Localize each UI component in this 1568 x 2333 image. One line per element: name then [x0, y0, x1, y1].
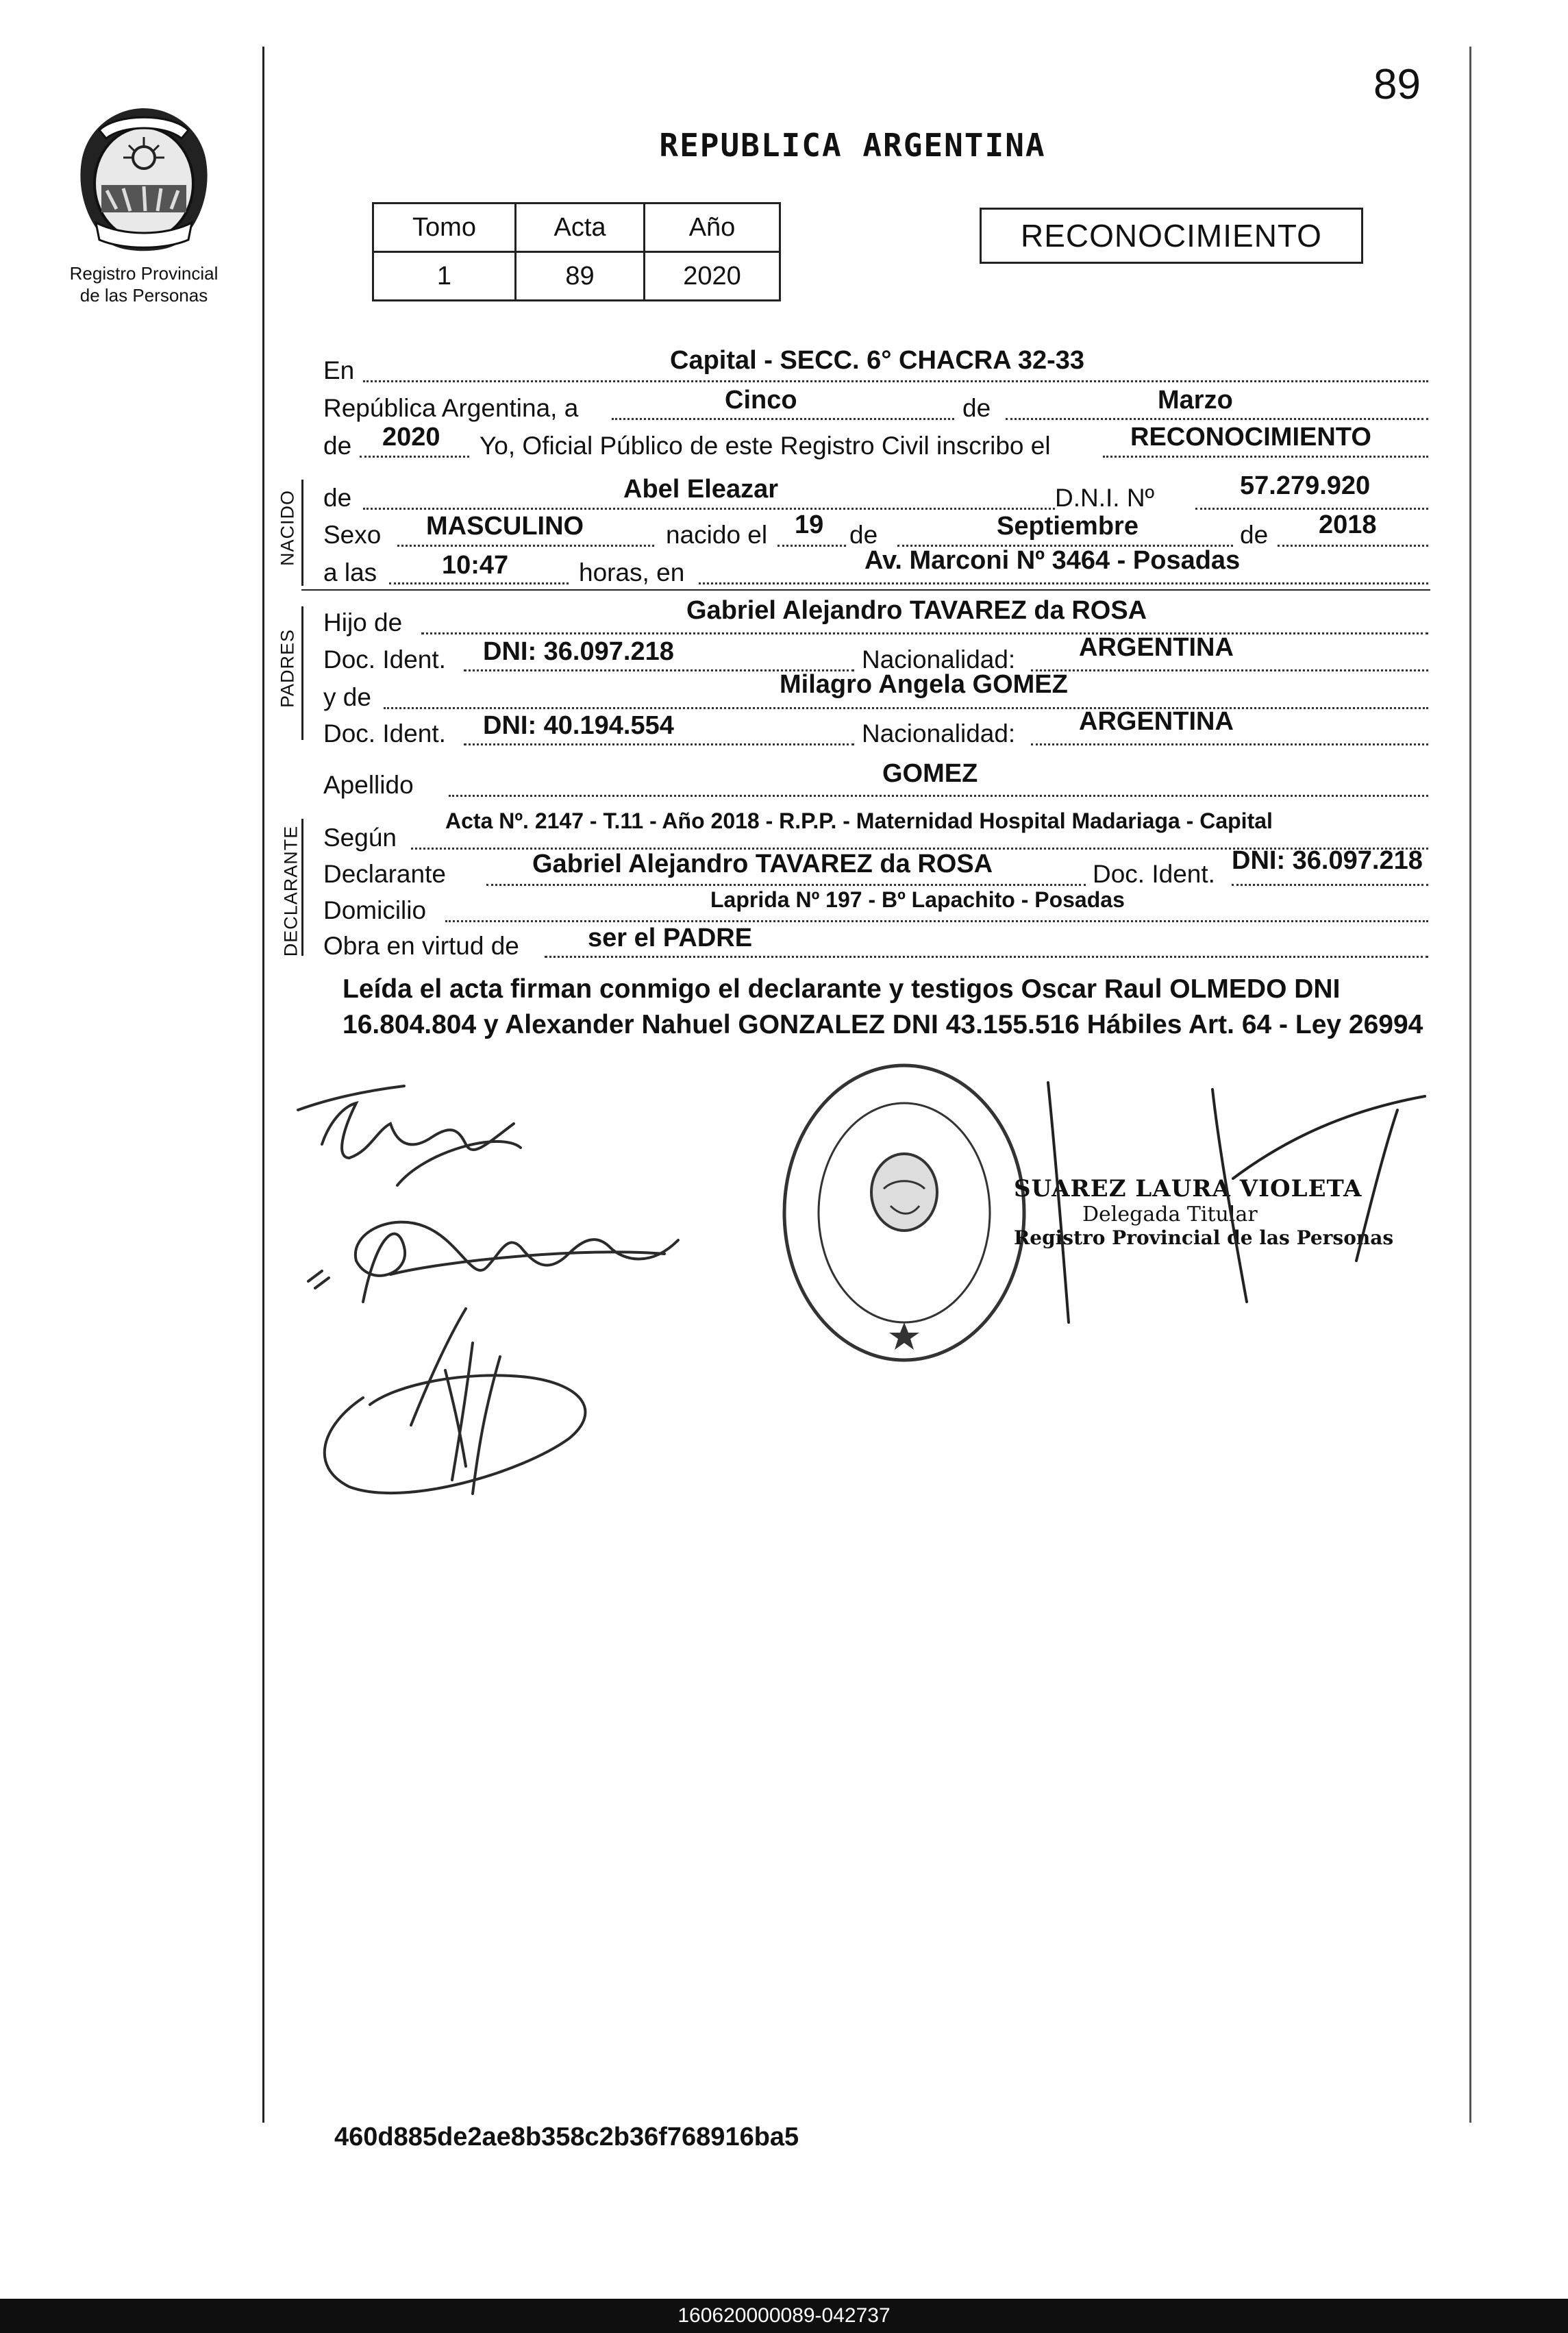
record-type-box: RECONOCIMIENTO	[980, 208, 1363, 264]
a-las-label: a las	[323, 558, 377, 587]
dotted-line	[612, 418, 954, 420]
declarante-section-label: DECLARANTE	[280, 825, 301, 957]
padres-bracket	[301, 606, 303, 740]
padres-section-label: PADRES	[277, 628, 298, 708]
dotted-line	[1278, 545, 1428, 547]
dotted-line	[1006, 418, 1428, 420]
dotted-line	[1195, 508, 1428, 510]
y-de-label: y de	[323, 683, 371, 711]
officer-title: Delegada Titular	[1082, 1202, 1258, 1226]
mother-doc-value: DNI: 40.194.554	[483, 711, 674, 740]
footer-id-bar: 160620000089-042737	[0, 2299, 1568, 2333]
place-value: Capital - SECC. 6° CHACRA 32-33	[670, 346, 1085, 375]
de2-label: de	[323, 432, 352, 460]
logo-caption-line1: Registro Provincial	[69, 263, 219, 284]
dotted-line	[545, 956, 1428, 958]
logo-caption	[41, 262, 247, 306]
republica-label: República Argentina, a	[323, 394, 579, 422]
domicilio-label: Domicilio	[323, 896, 427, 924]
header-tomo: Tomo	[373, 203, 516, 252]
inscribo-text: Yo, Oficial Público de este Registro Civil inscribo el	[480, 432, 1051, 460]
doc-ident-label: Doc. Ident.	[1093, 860, 1215, 888]
dotted-line	[699, 582, 1428, 584]
closing-statement: Leída el acta firman conmigo el declarante y testigos Oscar Raul OLMEDO DNI 16.804.804 y Alexander Nahuel GONZALEZ DNI 43.155.516 Hábiles Art. 64 - Ley 26994	[343, 974, 1423, 1039]
dotted-line	[1031, 743, 1428, 745]
nacionalidad-label: Nacionalidad:	[862, 645, 1016, 674]
dotted-line	[777, 545, 846, 547]
value-ano: 2020	[645, 252, 780, 301]
child-name-value: Abel Eleazar	[623, 475, 778, 504]
birth-day-value: 19	[795, 510, 824, 539]
obra-value: ser el PADRE	[588, 924, 753, 952]
de-label: de	[962, 394, 991, 422]
dotted-line	[397, 545, 654, 547]
value-acta: 89	[516, 252, 645, 301]
document-hash: 460d885de2ae8b358c2b36f768916ba5	[334, 2123, 799, 2151]
nacionalidad-label: Nacionalidad:	[862, 719, 1016, 748]
dotted-line	[421, 632, 1428, 634]
horas-en-label: horas, en	[579, 558, 685, 587]
nacido-de-label: de	[323, 484, 352, 512]
dotted-line	[389, 582, 569, 584]
header-ano: Año	[645, 203, 780, 252]
handwritten-signatures	[295, 1083, 774, 1521]
nacido-bracket	[301, 480, 303, 586]
right-margin-line	[1469, 47, 1471, 2123]
dotted-line	[449, 795, 1428, 797]
segun-value: Acta Nº. 2147 - T.11 - Año 2018 - R.P.P. - Maternidad Hospital Madariaga - Capital	[445, 808, 1273, 833]
de-label: de	[849, 521, 878, 549]
dotted-line	[1031, 669, 1428, 671]
record-table	[372, 202, 781, 301]
obra-label: Obra en virtud de	[323, 932, 519, 960]
officer-org: Registro Provincial de las Personas	[1014, 1226, 1394, 1249]
dotted-line	[464, 743, 854, 745]
dotted-line	[1232, 884, 1428, 886]
section-divider	[301, 589, 1430, 591]
domicilio-value: Laprida Nº 197 - Bº Lapachito - Posadas	[710, 887, 1125, 912]
dotted-line	[1103, 456, 1428, 458]
inscribo-value: RECONOCIMIENTO	[1130, 423, 1371, 452]
sexo-value: MASCULINO	[426, 512, 584, 541]
father-nationality-value: ARGENTINA	[1079, 633, 1234, 662]
birth-month-value: Septiembre	[997, 512, 1138, 541]
value-tomo: 1	[373, 252, 516, 301]
birth-year-value: 2018	[1319, 510, 1377, 539]
nacido-el-label: nacido el	[666, 521, 768, 549]
apellido-value: GOMEZ	[882, 759, 978, 788]
declarante-doc-value: DNI: 36.097.218	[1232, 846, 1423, 875]
child-dni-value: 57.279.920	[1240, 471, 1371, 500]
dotted-line	[384, 707, 1428, 709]
dotted-line	[363, 380, 1428, 382]
official-round-stamp	[774, 1055, 1034, 1370]
doc-ident-label: Doc. Ident.	[323, 645, 446, 674]
logo-caption-line2: de las Personas	[79, 285, 208, 306]
left-margin-line	[262, 47, 264, 2123]
birth-place-value: Av. Marconi Nº 3464 - Posadas	[864, 546, 1241, 575]
apellido-label: Apellido	[323, 771, 414, 799]
page-number: 89	[1373, 61, 1421, 108]
hijo-de-label: Hijo de	[323, 608, 403, 637]
doc-ident-label: Doc. Ident.	[323, 719, 446, 748]
dotted-line	[363, 508, 1055, 510]
declarante-value: Gabriel Alejandro TAVAREZ da ROSA	[532, 850, 993, 878]
mother-nationality-value: ARGENTINA	[1079, 707, 1234, 736]
header-acta: Acta	[516, 203, 645, 252]
segun-label: Según	[323, 824, 397, 852]
father-doc-value: DNI: 36.097.218	[483, 637, 674, 666]
dotted-line	[445, 920, 1428, 922]
dotted-line	[360, 456, 469, 458]
declarante-label: Declarante	[323, 860, 446, 888]
mother-name-value: Milagro Angela GOMEZ	[780, 670, 1068, 699]
hour-value: 10:47	[442, 551, 509, 580]
day-value: Cinco	[725, 386, 797, 415]
dni-label: D.N.I. Nº	[1055, 484, 1155, 512]
sexo-label: Sexo	[323, 521, 382, 549]
officer-name: SUAREZ LAURA VIOLETA	[1014, 1175, 1362, 1202]
nacido-section-label: NACIDO	[277, 490, 298, 567]
year-value: 2020	[382, 423, 440, 452]
dotted-line	[486, 884, 1086, 886]
document-title: REPUBLICA ARGENTINA	[659, 127, 1046, 164]
month-value: Marzo	[1158, 386, 1233, 415]
father-name-value: Gabriel Alejandro TAVAREZ da ROSA	[686, 596, 1147, 625]
en-label: En	[323, 356, 355, 384]
de-label: de	[1240, 521, 1269, 549]
officer-signature	[1028, 1069, 1452, 1329]
